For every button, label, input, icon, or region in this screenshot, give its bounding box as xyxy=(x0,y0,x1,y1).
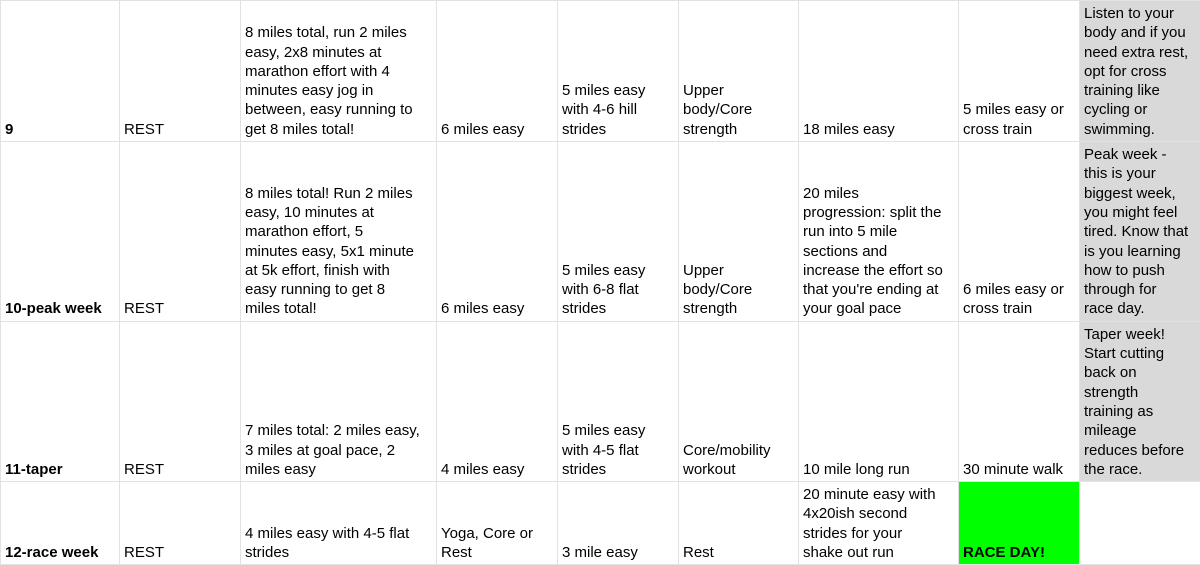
cell-day-6[interactable]: 10 mile long run xyxy=(799,321,959,481)
cell-week[interactable]: 9 xyxy=(1,1,120,142)
cell-notes[interactable] xyxy=(1080,482,1200,565)
cell-day-1[interactable]: REST xyxy=(120,482,241,565)
cell-day-7[interactable]: 30 minute walk xyxy=(959,321,1080,481)
cell-day-3[interactable]: 6 miles easy xyxy=(437,142,558,322)
cell-day-1[interactable]: REST xyxy=(120,142,241,322)
cell-day-2[interactable]: 7 miles total: 2 miles easy, 3 miles at goal pace, 2 miles easy xyxy=(241,321,437,481)
cell-notes[interactable]: Taper week! Start cutting back on strength training as mileage reduces before the race. xyxy=(1080,321,1200,481)
cell-day-5[interactable]: Upper body/Core strength xyxy=(679,142,799,322)
cell-day-3[interactable]: 4 miles easy xyxy=(437,321,558,481)
cell-week[interactable]: 12-race week xyxy=(1,482,120,565)
cell-week[interactable]: 10-peak week xyxy=(1,142,120,322)
cell-day-3[interactable]: Yoga, Core or Rest xyxy=(437,482,558,565)
cell-notes[interactable]: Peak week - this is your biggest week, you might feel tired. Know that is you learning how to push through for race day. xyxy=(1080,142,1200,322)
cell-day-2[interactable]: 8 miles total! Run 2 miles easy, 10 minutes at marathon effort, 5 minutes easy, 5x1 minute at 5k effort, finish with easy running to get 8 miles total! xyxy=(241,142,437,322)
table-row xyxy=(1,1,1200,142)
table-row xyxy=(1,142,1200,322)
cell-notes[interactable]: Listen to your body and if you need extra rest, opt for cross training like cycling or swimming. xyxy=(1080,1,1200,142)
cell-day-2[interactable]: 4 miles easy with 4-5 flat strides xyxy=(241,482,437,565)
cell-day-6[interactable]: 20 minute easy with 4x20ish second strides for your shake out run xyxy=(799,482,959,565)
cell-day-7[interactable]: 6 miles easy or cross train xyxy=(959,142,1080,322)
cell-day-5[interactable]: Core/mobility workout xyxy=(679,321,799,481)
cell-day-1[interactable]: REST xyxy=(120,1,241,142)
cell-day-5[interactable]: Rest xyxy=(679,482,799,565)
cell-day-6[interactable]: 18 miles easy xyxy=(799,1,959,142)
table-row xyxy=(1,482,1200,565)
cell-race-day[interactable]: RACE DAY! xyxy=(959,482,1080,565)
cell-day-6[interactable]: 20 miles progression: split the run into 5 mile sections and increase the effort so that you're ending at your goal pace xyxy=(799,142,959,322)
cell-day-4[interactable]: 5 miles easy with 4-6 hill strides xyxy=(558,1,679,142)
cell-day-4[interactable]: 3 mile easy xyxy=(558,482,679,565)
cell-week[interactable]: 11-taper xyxy=(1,321,120,481)
cell-day-1[interactable]: REST xyxy=(120,321,241,481)
cell-day-3[interactable]: 6 miles easy xyxy=(437,1,558,142)
table-row xyxy=(1,321,1200,481)
cell-day-4[interactable]: 5 miles easy with 4-5 flat strides xyxy=(558,321,679,481)
cell-day-7[interactable]: 5 miles easy or cross train xyxy=(959,1,1080,142)
cell-day-5[interactable]: Upper body/Core strength xyxy=(679,1,799,142)
cell-day-2[interactable]: 8 miles total, run 2 miles easy, 2x8 minutes at marathon effort with 4 minutes easy jog in between, easy running to get 8 miles total! xyxy=(241,1,437,142)
cell-day-4[interactable]: 5 miles easy with 6-8 flat strides xyxy=(558,142,679,322)
